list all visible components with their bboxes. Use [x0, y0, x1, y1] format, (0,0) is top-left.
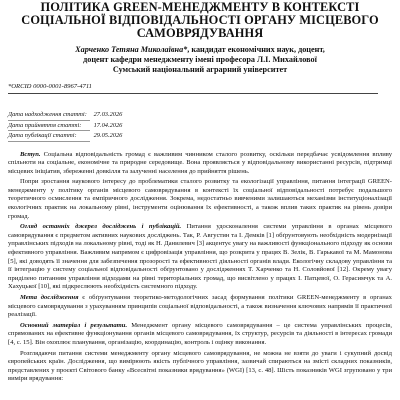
article-body	[8, 151, 392, 384]
paper-title: ПОЛІТИКА GREEN-МЕНЕДЖМЕНТУ В КОНТЕКСТІ СОЦІАЛЬНОЇ ВІДПОВІДАЛЬНОСТІ ОРГАНУ МІСЦЕВОГО САМОВРЯДУВАННЯ	[21, 0, 379, 40]
published-label: Дата публікації статті:	[8, 132, 77, 139]
accepted-date-line	[8, 121, 392, 132]
paragraph-aim	[8, 294, 392, 320]
review-heading: Огляд останніх джерел досліджень і публікацій.	[20, 223, 182, 231]
review-text: Питання удосконалення системи управління в органах місцевого самоврядування є предметом активних наукових досліджень. Так, Р. Августин та І. Демків [1] обґрунтовують необхідність модернізації управлінських підходів на локальному рівні, тоді як Н. Данилевич [3] акцентує увагу на важливості функціонального підходу як основи ефективного управління. Важливим напрямом є цифровізація управління, що розкрита у працях В. Зелік, В. Гарькавої та М. Мамонова [5], які доводять її значення для забезпечення прозорості та ефективності діяльності органів влади. Екологічну складову управління та її інтеграцію у систему соціальної відповідальності обґрунтовано у дослідженнях Т. Харченко та Н. Соловйової [12]. Окрему увагу приділено питанням управління відходами на рівні територіальних громад, що висвітлено у працях І. Патцевої, О. Герасимчук та А. Хахуцької [10], які підкреслюють необхідність системного підходу.	[8, 223, 393, 291]
paragraph-introduction	[8, 151, 392, 177]
intro-heading: Вступ.	[20, 150, 41, 158]
results-heading: Основний матеріал і результати.	[20, 321, 128, 329]
header-divider	[8, 93, 378, 94]
received-date: 27.03.2026	[93, 111, 123, 118]
paragraph-literature-review	[8, 223, 392, 292]
intro-text: Соціальна відповідальність громад є важливим чинником сталого розвитку, оскільки передбачає усвідомлення впливу спільноти на соціальне, економічне та природне середовище. Вона проявляється у відповідальному використанні ресурсів, підтримці місцевих ініціатив, збереженні довкілля та залученні населення до прийняття рішень.	[8, 150, 392, 175]
aim-text: є обґрунтування теоретико-методологічних засад формування політики GREEN-менеджменту в органах місцевого самоврядування з урахуванням принципів соціальної відповідальності, а також визначення ключових напрямів її практичної реалізації.	[8, 294, 392, 319]
author-name: Харченко Тетяна Миколаївна*	[75, 45, 188, 54]
received-date-line	[8, 110, 392, 121]
received-label: Дата надходження статті:	[8, 111, 87, 118]
accepted-date: 17.04.2026	[93, 121, 123, 129]
paragraph-european-experience: Розглядаючи питання системи менеджменту органу місцевого самоврядування, не можна не взяти до уваги і сукупний досвід європейських країн. Дослідження, що вимірюють якість публічного управління, зазвичай спираються на змісті складних показників, представлених у проєкті Світового банку «Всесвітні показники врядування» (WGI) [13, с. 48]. Шість показників WGI згруповано у три виміри врядування:	[8, 349, 392, 383]
published-date: 29.05.2026	[93, 132, 123, 139]
published-date-line	[8, 131, 392, 142]
aim-heading: Мета дослідження	[20, 294, 79, 301]
paragraph-results	[8, 322, 392, 348]
author-position: доцент кафедри менеджменту імені професора Л.І. Михайлової	[83, 55, 317, 64]
results-text: Менеджмент органу місцевого самоврядування – це система управлінських процесів, спрямованих на ефективне функціонування органів місцевого самоврядування, їх структур, ресурсів та діяльності в інтересах громади [4, с. 15]. Він охоплює планування, організацію, координацію, контроль і оцінку виконання.	[8, 321, 392, 346]
author-affiliation: Сумський національний аграрний університет	[112, 65, 288, 74]
article-dates	[8, 110, 392, 142]
author-line	[8, 45, 392, 55]
author-block	[8, 45, 392, 75]
accepted-label: Дата прийняття статті:	[8, 121, 82, 129]
orcid-id: *ORCID 0000-0001-8967-4711	[8, 83, 92, 90]
author-degree: , кандидат економічних наук, доцент,	[187, 45, 325, 54]
paragraph-problem: Попри зростання наукового інтересу до проблематики сталого розвитку та екологізації управління, питання інтеграції GREEN-менеджменту у політику органів місцевого самоврядування в контексті їх соціальної відповідальності потребує подальшого теоретичного осмислення та емпіричного дослідження. Зокрема, недостатньо вивченими залишаються механізми інституціоналізації екологічних практик на локальному рівні, інструменти оцінювання їх ефективності, а також вплив таких практик на рівень довіри громад.	[8, 178, 392, 220]
